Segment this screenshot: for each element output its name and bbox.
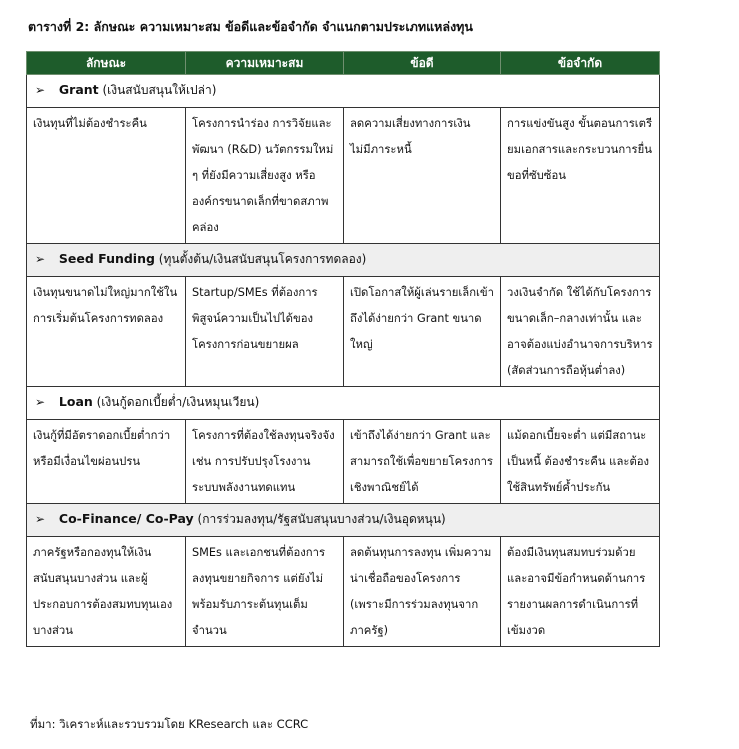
cell-limitations: การแข่งขันสูง ขั้นตอนการเตรียมเอกสารและกระบวนการยื่นขอที่ซับซ้อน (501, 108, 660, 244)
table-row (27, 108, 660, 244)
section-heading (27, 504, 660, 537)
header-row (27, 52, 660, 75)
cell-advantages: ลดความเสี่ยงทางการเงิน ไม่มีภาระหนี้ (344, 108, 501, 244)
cell-limitations: วงเงินจำกัด ใช้ได้กับโครงการขนาดเล็ก–กลางเท่านั้น และอาจต้องแบ่งอำนาจการบริหาร (สัดส่วนการถือหุ้นต่ำลง) (501, 277, 660, 387)
cell-advantages: ลดต้นทุนการลงทุน เพิ่มความน่าเชื่อถือของโครงการ (เพราะมีการร่วมลงทุนจากภาครัฐ) (344, 537, 501, 647)
section-description: (เงินสนับสนุนให้เปล่า) (102, 83, 217, 97)
section-row-grant (27, 75, 660, 108)
cell-limitations: ต้องมีเงินทุนสมทบร่วมด้วย และอาจมีข้อกำหนดด้านการรายงานผลการดำเนินการที่เข้มงวด (501, 537, 660, 647)
section-heading (27, 75, 660, 108)
cell-characteristics: เงินกู้ที่มีอัตราดอกเบี้ยต่ำกว่า หรือมีเงื่อนไขผ่อนปรน (27, 420, 186, 504)
cell-suitability: SMEs และเอกชนที่ต้องการลงทุนขยายกิจการ แต่ยังไม่พร้อมรับภาระต้นทุนเต็มจำนวน (186, 537, 344, 647)
section-heading (27, 387, 660, 420)
section-description: (ทุนตั้งต้น/เงินสนับสนุนโครงการทดลอง) (158, 252, 367, 266)
cell-advantages: เข้าถึงได้ง่ายกว่า Grant และสามารถใช้เพื่อขยายโครงการเชิงพาณิชย์ได้ (344, 420, 501, 504)
header-advantages: ข้อดี (344, 52, 501, 75)
cell-characteristics: ภาครัฐหรือกองทุนให้เงินสนับสนุนบางส่วน และผู้ประกอบการต้องสมทบทุนเองบางส่วน (27, 537, 186, 647)
cell-suitability: Startup/SMEs ที่ต้องการพิสูจน์ความเป็นไปได้ของโครงการก่อนขยายผล (186, 277, 344, 387)
cell-suitability: โครงการที่ต้องใช้ลงทุนจริงจัง เช่น การปรับปรุงโรงงาน ระบบพลังงานทดแทน (186, 420, 344, 504)
section-heading (27, 244, 660, 277)
section-row-loan (27, 387, 660, 420)
section-name: Grant (58, 82, 99, 97)
section-name: Loan (58, 394, 93, 409)
header-characteristics: ลักษณะ (27, 52, 186, 75)
section-row-co-finance (27, 504, 660, 537)
header-suitability: ความเหมาะสม (186, 52, 344, 75)
section-name: Co-Finance/ Co-Pay (58, 511, 194, 526)
table-row (27, 277, 660, 387)
source-note: ที่มา: วิเคราะห์และรวบรวมโดย KResearch และ CCRC (30, 717, 309, 731)
arrow-bullet-icon: ➢ (35, 512, 46, 526)
table-title: ตารางที่ 2: ลักษณะ ความเหมาะสม ข้อดีและข้อจำกัด จำแนกตามประเภทแหล่งทุน (28, 19, 473, 34)
cell-suitability: โครงการนำร่อง การวิจัยและพัฒนา (R&D) นวัตกรรมใหม่ ๆ ที่ยังมีความเสี่ยงสูง หรือองค์กรขนาดเล็กที่ขาดสภาพคล่อง (186, 108, 344, 244)
cell-characteristics: เงินทุนที่ไม่ต้องชำระคืน (27, 108, 186, 244)
arrow-bullet-icon: ➢ (35, 395, 46, 409)
table-row (27, 537, 660, 647)
cell-limitations: แม้ดอกเบี้ยจะต่ำ แต่มีสถานะเป็นหนี้ ต้องชำระคืน และต้องใช้สินทรัพย์ค้ำประกัน (501, 420, 660, 504)
cell-advantages: เปิดโอกาสให้ผู้เล่นรายเล็กเข้าถึงได้ง่ายกว่า Grant ขนาดใหญ่ (344, 277, 501, 387)
funding-sources-table (26, 51, 660, 647)
section-description: (การร่วมลงทุน/รัฐสนับสนุนบางส่วน/เงินอุดหนุน) (197, 512, 446, 526)
table-row (27, 420, 660, 504)
arrow-bullet-icon: ➢ (35, 252, 46, 266)
section-description: (เงินกู้ดอกเบี้ยต่ำ/เงินหมุนเวียน) (96, 395, 260, 409)
arrow-bullet-icon: ➢ (35, 83, 46, 97)
cell-characteristics: เงินทุนขนาดไม่ใหญ่มากใช้ในการเริ่มต้นโครงการทดลอง (27, 277, 186, 387)
header-limitations: ข้อจำกัด (501, 52, 660, 75)
section-row-seed-funding (27, 244, 660, 277)
section-name: Seed Funding (58, 251, 155, 266)
